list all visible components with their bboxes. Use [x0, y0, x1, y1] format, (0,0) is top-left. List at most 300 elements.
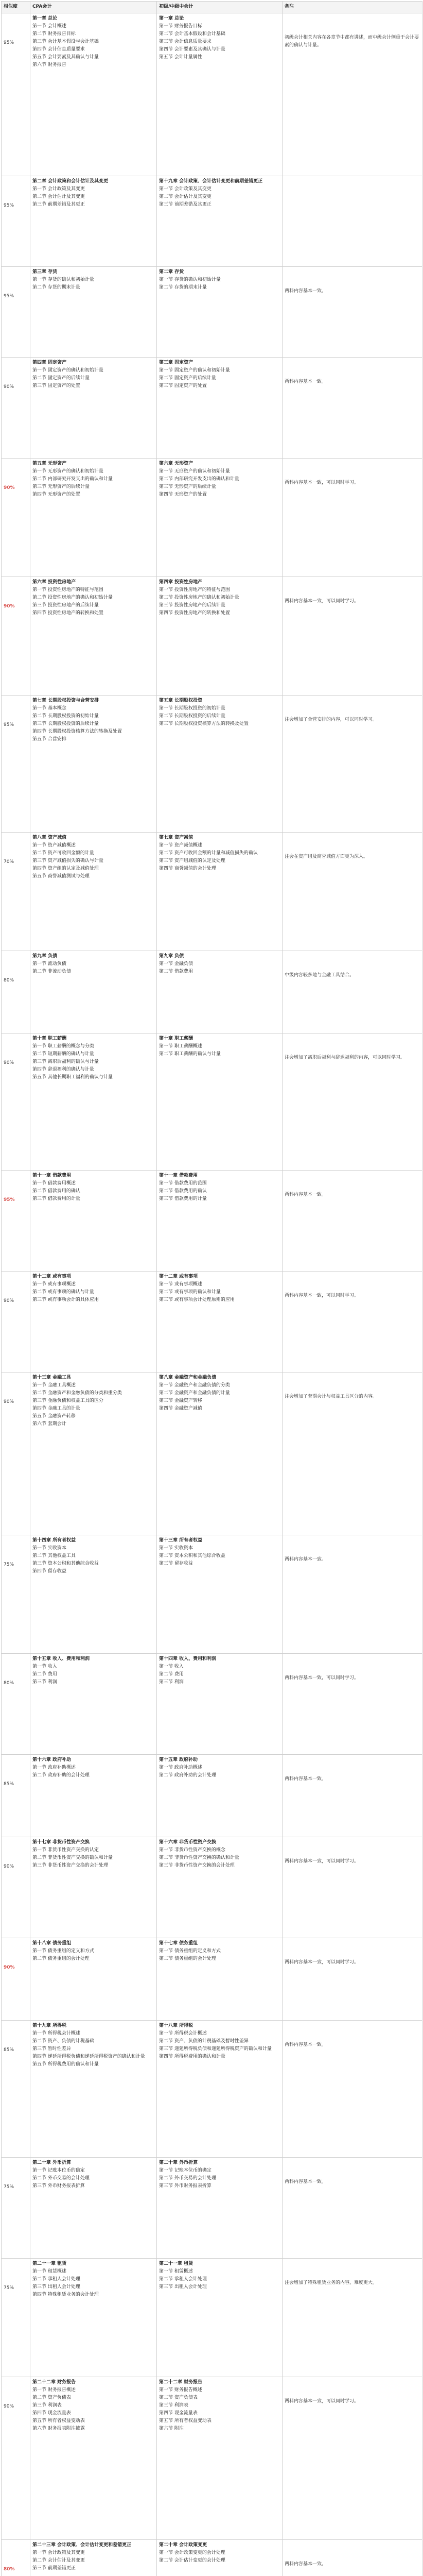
section-item: 第二节 存货的期末计量: [159, 285, 207, 290]
section-item: 第四节 递延所得税负债和递延所得税资产的确认和计量: [32, 2054, 145, 2059]
section-item: 第一节 无形资产的确认和初始计量: [32, 469, 103, 474]
chapter-title: 第七章 长期股权投资与合营安排: [32, 698, 99, 703]
chapter-title: 第六章 无形资产: [159, 461, 193, 466]
section-item: 第二节 费用: [32, 1672, 57, 1677]
section-item: 第二节 金融资产和金融负债的分类和重分类: [32, 1391, 122, 1396]
section-item: 第三节 外币财务报表折算: [159, 2183, 212, 2189]
table-row: [2, 2021, 422, 2158]
note-cell: [283, 1272, 422, 1372]
comparison-document: [1, 1, 422, 2576]
section-item: 第三节 金融资产转移: [159, 1398, 202, 1403]
chapter-title: 第十六章 政府补助: [32, 1757, 72, 1762]
note-text: 中级内容较多地与金融工具结合。: [285, 973, 355, 978]
cpa-chapter-cell: [30, 1272, 157, 1372]
similarity-cell: [2, 2377, 30, 2540]
cpa-chapter-cell: [30, 1033, 157, 1171]
section-item: 第三节 会计基本假设与会计基础: [32, 39, 99, 44]
similarity-cell: [2, 2021, 30, 2158]
note-cell: [283, 1755, 422, 1837]
section-item: 第三节 非货币性资产交换的会计处理: [159, 1863, 235, 1868]
header-cpa: CPA会计: [30, 2, 157, 13]
section-item: 第一节 会计政策及其变更: [159, 187, 212, 192]
mid-chapter-cell: [157, 358, 283, 459]
section-item: 第一节 存货的确认和初始计量: [32, 277, 94, 282]
table-header-row: [2, 2, 422, 13]
similarity-value: 75%: [4, 1562, 14, 1567]
similarity-cell: [2, 2158, 30, 2259]
section-item: 第二节 内部研究开发支出的确认和计量: [159, 477, 239, 482]
section-item: 第一节 所得税会计概述: [159, 2031, 207, 2036]
section-item: 第一节 记账本位币的确定: [159, 2168, 212, 2173]
similarity-cell: [2, 1033, 30, 1171]
table-row: [2, 833, 422, 951]
section-item: 第一节 或有事项概述: [32, 1282, 76, 1287]
note-cell: [283, 2377, 422, 2540]
section-item: 第一节 实收资本: [32, 1546, 66, 1551]
table-row: [2, 1535, 422, 1654]
section-item: 第一节 所得税会计概述: [32, 2031, 80, 2036]
mid-chapter-cell: [157, 1654, 283, 1755]
section-item: 第四节 长期股权投资核算方法的转换及处置: [32, 729, 122, 734]
similarity-value: 85%: [4, 2047, 14, 2053]
section-item: 第一节 职工薪酬概述: [159, 1044, 202, 1049]
chapter-title: 第二十二章 财务报告: [32, 2380, 76, 2385]
note-cell: [283, 2259, 422, 2377]
section-item: 第三节 资产减值损失的确认与计量: [32, 858, 103, 863]
table-row: [2, 2377, 422, 2540]
header-mid: 初级/中级中会计: [157, 2, 283, 13]
cpa-chapter-cell: [30, 1938, 157, 2021]
cpa-chapter-cell: [30, 1372, 157, 1535]
mid-chapter-cell: [157, 1372, 283, 1535]
similarity-cell: [2, 1654, 30, 1755]
section-item: 第一节 收入: [159, 1664, 184, 1669]
section-item: 第三节 前期差错及其更正: [159, 202, 212, 207]
cpa-chapter-cell: [30, 176, 157, 267]
cpa-chapter-cell: [30, 2540, 157, 2576]
section-item: 第一节 长期股权投资的初始计量: [159, 706, 225, 711]
mid-chapter-cell: [157, 2540, 283, 2576]
section-item: 第五节 商誉减值测试与处理: [32, 874, 90, 879]
section-item: 第五节 所有者权益变动表: [159, 2418, 212, 2424]
chapter-title: 第十八章 所得税: [159, 2023, 193, 2028]
section-item: 第六节 财务报表附注披露: [32, 2426, 85, 2431]
section-item: 第二节 内部研究开发支出的确认和计量: [32, 477, 113, 482]
note-text: 两科内容基本一致，可以同时学习。: [285, 1675, 359, 1681]
similarity-value: 75%: [4, 2184, 14, 2190]
similarity-cell: [2, 1755, 30, 1837]
section-item: 第五节 其他长期职工福利的确认与计量: [32, 1075, 113, 1080]
section-item: 第三节 资本公积和其他综合收益: [32, 1561, 99, 1566]
section-item: 第一节 政府补助概述: [159, 1765, 202, 1770]
section-item: 第一节 或有事项概述: [159, 1282, 202, 1287]
table-row: [2, 696, 422, 833]
cpa-chapter-cell: [30, 2158, 157, 2259]
section-item: 第二节 外币交易的会计处理: [32, 2176, 90, 2181]
note-cell: [283, 1938, 422, 2021]
section-item: 第一节 无形资产的确认和初始计量: [159, 469, 230, 474]
note-cell: [283, 1654, 422, 1755]
section-item: 第二节 资产负债表: [32, 2395, 71, 2400]
note-text: 两科内容基本一致。: [285, 1776, 327, 1782]
table-row: [2, 2158, 422, 2259]
cpa-chapter-cell: [30, 13, 157, 176]
section-item: 第三节 或有事项会计处理原则的应用: [159, 1297, 235, 1302]
table-row: [2, 2259, 422, 2377]
section-item: 第三节 非货币性资产交换的会计处理: [32, 1863, 108, 1868]
chapter-title: 第五章 长期股权投资: [159, 698, 203, 703]
similarity-value: 95%: [4, 294, 14, 299]
cpa-chapter-cell: [30, 1654, 157, 1755]
section-item: 第二节 费用: [159, 1672, 184, 1677]
section-item: 第三节 无形资产的后续计量: [159, 484, 216, 489]
similarity-value: 90%: [4, 1864, 14, 1869]
section-item: 第四节 无形资产的处置: [159, 492, 207, 497]
chapter-title: 第七章 资产减值: [159, 835, 193, 840]
section-item: 第二节 资产、负债的计税基础: [32, 2039, 94, 2044]
cpa-chapter-cell: [30, 1171, 157, 1272]
note-text: 两科内容基本一致，可以同时学习。: [285, 1960, 359, 1965]
section-item: 第二节 外币交易的会计处理: [159, 2176, 216, 2181]
section-item: 第三节 借款费用的计量: [159, 1196, 207, 1201]
note-text: 两科内容基本一致。: [285, 1557, 327, 1562]
cpa-chapter-cell: [30, 833, 157, 951]
section-item: 第三节 固定资产的处置: [159, 383, 207, 388]
section-item: 第三节 长期股权投资核算方法的转换及处置: [159, 721, 249, 726]
cpa-chapter-cell: [30, 1755, 157, 1837]
section-item: 第一节 职工薪酬的概念与分类: [32, 1044, 94, 1049]
section-item: 第一节 金融工具概述: [32, 1383, 76, 1388]
section-item: 第四节 金融资产减值: [159, 1406, 202, 1411]
mid-chapter-cell: [157, 459, 283, 577]
section-item: 第三节 借款费用的计量: [32, 1196, 80, 1201]
section-item: 第二节 金融资产和金融负债的计量: [159, 1391, 230, 1396]
chapter-title: 第二十章 会计政策变更: [159, 2543, 207, 2548]
section-item: 第一节 记账本位币的确定: [32, 2168, 85, 2173]
mid-chapter-cell: [157, 176, 283, 267]
chapter-title: 第十二章 或有事项: [32, 1274, 72, 1279]
note-text: 注会增加了特殊租赁业务的内容，难度更大。: [285, 2280, 378, 2285]
chapter-title: 第十章 职工薪酬: [32, 1036, 67, 1041]
section-item: 第二节 资产负债表: [159, 2395, 198, 2400]
cpa-chapter-cell: [30, 1535, 157, 1654]
similarity-cell: [2, 2259, 30, 2377]
section-item: 第二节 职工薪酬的确认与计量: [159, 1052, 221, 1057]
section-item: 第一节 政府补助概述: [32, 1765, 76, 1770]
similarity-cell: [2, 1171, 30, 1272]
chapter-title: 第十章 职工薪酬: [159, 1036, 193, 1041]
note-text: 两科内容基本一致，可以同时学习。: [285, 1859, 359, 1864]
section-item: 第二节 借款费用的确认: [32, 1189, 80, 1194]
chapter-title: 第十一章 借款费用: [159, 1173, 198, 1178]
note-text: 两科内容基本一致。: [285, 2042, 327, 2047]
section-item: 第二节 长期股权投资的后续计量: [159, 714, 225, 719]
section-item: 第一节 资产减值概述: [32, 843, 76, 848]
table-row: [2, 1372, 422, 1535]
note-cell: [283, 1535, 422, 1654]
similarity-cell: [2, 951, 30, 1033]
mid-chapter-cell: [157, 951, 283, 1033]
section-item: 第三节 留存收益: [159, 1561, 193, 1566]
similarity-cell: [2, 1837, 30, 1938]
table-row: [2, 459, 422, 577]
note-cell: [283, 696, 422, 833]
header-note: 备注: [283, 2, 422, 13]
similarity-value: 90%: [4, 604, 15, 609]
section-item: 第一节 会计概述: [32, 24, 66, 29]
section-item: 第三节 资产组减值的认定及处理: [159, 858, 225, 863]
mid-chapter-cell: [157, 2259, 283, 2377]
section-item: 第一节 固定资产的确认和初始计量: [32, 368, 103, 373]
similarity-cell: [2, 696, 30, 833]
section-item: 第三节 投资性房地产的后续计量: [32, 603, 99, 608]
chapter-title: 第二十一章 租赁: [32, 2261, 67, 2266]
section-item: 第二节 短期薪酬的确认与计量: [32, 1052, 94, 1057]
table-row: [2, 577, 422, 696]
chapter-title: 第三章 存货: [32, 269, 58, 275]
section-item: 第四节 留存收益: [32, 1569, 66, 1574]
mid-chapter-cell: [157, 1755, 283, 1837]
note-text: 注会增加了合营安排的内容，可以同时学习。: [285, 717, 378, 722]
section-item: 第三节 离职后福利的确认与计量: [32, 1059, 99, 1064]
section-item: 第二节 或有事项的确认与计量: [32, 1290, 94, 1295]
chapter-title: 第二十章 外币折算: [159, 2160, 198, 2165]
section-item: 第二节 非流动负债: [32, 969, 71, 974]
mid-chapter-cell: [157, 2021, 283, 2158]
chapter-title: 第二十一章 租赁: [159, 2261, 193, 2266]
chapter-title: 第十九章 会计政策、会计估计变更和前期差错更正: [159, 179, 263, 184]
section-item: 第二节 投资性房地产的确认和初始计量: [32, 595, 113, 600]
chapter-title: 第十四章 收入、费用和利润: [159, 1656, 217, 1662]
similarity-cell: [2, 267, 30, 358]
section-item: 第一节 固定资产的确认和初始计量: [159, 368, 230, 373]
table-row: [2, 2540, 422, 2576]
similarity-cell: [2, 13, 30, 176]
mid-chapter-cell: [157, 1171, 283, 1272]
section-item: 第二节 会计估计及其变更: [32, 194, 85, 199]
section-item: 第一节 非货币性资产交换的概念: [159, 1848, 225, 1853]
section-item: 第二节 资本公积和其他综合收益: [159, 1553, 225, 1558]
section-item: 第三节 前期差错及其更正: [32, 202, 85, 207]
section-item: 第三节 利润: [32, 1680, 57, 1685]
similarity-cell: [2, 1372, 30, 1535]
chapter-title: 第十五章 收入、费用和利润: [32, 1656, 90, 1662]
section-item: 第三节 无形资产的后续计量: [32, 484, 90, 489]
section-item: 第三节 外币财务报表折算: [32, 2183, 85, 2189]
note-cell: [283, 1837, 422, 1938]
table-row: [2, 1654, 422, 1755]
section-item: 第三节 金融负债和权益工具的区分: [32, 1398, 103, 1403]
section-item: 第四节 金融工具的计量: [32, 1406, 80, 1411]
section-item: 第三节 前期差错更正: [32, 2566, 76, 2571]
mid-chapter-cell: [157, 833, 283, 951]
section-item: 第一节 非货币性资产交换的认定: [32, 1848, 99, 1853]
section-item: 第二节 财务报告目标: [32, 31, 76, 37]
chapter-title: 第八章 资产减值: [32, 835, 67, 840]
section-item: 第一节 会计政策变更的会计处理: [159, 2550, 225, 2555]
note-cell: [283, 833, 422, 951]
note-text: 两科内容基本一致。: [285, 2179, 327, 2184]
section-item: 第三节 利润表: [159, 2403, 188, 2408]
similarity-cell: [2, 1272, 30, 1372]
chapter-title: 第十一章 借款费用: [32, 1173, 72, 1178]
section-item: 第四节 投资性房地产的转换和处置: [159, 611, 230, 616]
note-text: 两科内容基本一致，可以同时学习。: [285, 1293, 359, 1298]
note-cell: [283, 951, 422, 1033]
cpa-chapter-cell: [30, 2259, 157, 2377]
similarity-cell: [2, 577, 30, 696]
section-item: 第一节 基本概念: [32, 706, 66, 711]
cpa-chapter-cell: [30, 951, 157, 1033]
cpa-chapter-cell: [30, 696, 157, 833]
table-row: [2, 13, 422, 176]
chapter-title: 第九章 负债: [159, 954, 184, 959]
note-text: 两科内容基本一致，可以同时学习。: [285, 599, 359, 604]
similarity-cell: [2, 2540, 30, 2576]
note-cell: [283, 176, 422, 267]
section-item: 第四节 所得税费用的确认和计量: [159, 2054, 225, 2059]
mid-chapter-cell: [157, 577, 283, 696]
similarity-value: 90%: [4, 2404, 14, 2409]
table-row: [2, 1755, 422, 1837]
chapter-title: 第十四章 所有者权益: [32, 1538, 76, 1543]
note-text: 注会在资产组及商誉减值方面更为深入。: [285, 854, 368, 859]
cpa-chapter-cell: [30, 2021, 157, 2158]
chapter-title: 第十三章 所有者权益: [159, 1538, 203, 1543]
section-item: 第一节 借款费用的范围: [159, 1181, 207, 1186]
similarity-cell: [2, 1535, 30, 1654]
chapter-title: 第六章 投资性房地产: [32, 580, 76, 585]
section-item: 第三节 固定资产的处置: [32, 383, 80, 388]
similarity-value: 80%: [4, 1681, 14, 1686]
mid-chapter-cell: [157, 2377, 283, 2540]
section-item: 第六节 附注: [159, 2426, 184, 2431]
section-item: 第四节 辞退福利的确认与计量: [32, 1067, 94, 1072]
section-item: 第四节 会计信息质量要求: [32, 47, 85, 52]
section-item: 第二节 非货币性资产交换的确认和计量: [159, 1855, 239, 1860]
note-text: 注会增加了套期会计与权益工具区分的内容。: [285, 1394, 378, 1399]
section-item: 第一节 金融负债: [159, 961, 193, 967]
similarity-value: 90%: [4, 1399, 14, 1404]
section-item: 第二节 政府补助的会计处理: [159, 1773, 216, 1778]
cpa-chapter-cell: [30, 577, 157, 696]
section-item: 第二节 非货币性资产交换的确认和计量: [32, 1855, 113, 1860]
chapter-title: 第一章 总论: [32, 16, 58, 21]
section-item: 第一节 财务报告目标: [159, 24, 202, 29]
section-item: 第一节 实收资本: [159, 1546, 193, 1551]
section-item: 第二节 承租人会计处理: [159, 2277, 207, 2282]
similarity-value: 95%: [4, 203, 14, 208]
similarity-value: 95%: [4, 40, 14, 45]
similarity-value: 85%: [4, 1782, 14, 1787]
section-item: 第二节 债务重组的会计处理: [32, 1956, 90, 1961]
chapter-title: 第二章 存货: [159, 269, 184, 275]
mid-chapter-cell: [157, 13, 283, 176]
section-item: 第三节 或有事项会计的具体应用: [32, 1297, 99, 1302]
section-item: 第二节 债务重组的会计处理: [159, 1956, 216, 1961]
section-item: 第三节 暂时性差异: [32, 2046, 71, 2052]
note-text: 注会增加了离职后福利与辞退福利的内容，可以同时学习。: [285, 1055, 406, 1060]
similarity-value: 95%: [4, 722, 14, 727]
note-text: 两科内容基本一致，可以同时学习。: [285, 480, 359, 485]
similarity-value: 75%: [4, 2285, 14, 2291]
header-rate: 相似度: [2, 2, 30, 13]
table-row: [2, 176, 422, 267]
chapter-title: 第五章 无形资产: [32, 461, 67, 466]
mid-chapter-cell: [157, 1033, 283, 1171]
section-item: 第四节 商誉减值的会计处理: [159, 866, 216, 871]
similarity-cell: [2, 459, 30, 577]
chapter-title: 第十七章 债务重组: [159, 1941, 198, 1946]
section-item: 第三节 利润: [159, 1680, 184, 1685]
section-item: 第五节 金融资产转移: [32, 1414, 76, 1419]
section-item: 第二节 投资性房地产的确认和初始计量: [159, 595, 239, 600]
section-item: 第一节 债务重组的定义和方式: [159, 1948, 221, 1954]
section-item: 第二节 会计估计及其变更: [32, 2558, 85, 2563]
section-item: 第一节 会计政策及其变更: [32, 2550, 85, 2555]
chapter-comparison-table: [1, 1, 422, 2576]
section-item: 第一节 资产减值概述: [159, 843, 202, 848]
section-item: 第二节 借款费用的确认: [159, 1189, 207, 1194]
section-item: 第二节 承租人会计处理: [32, 2277, 80, 2282]
section-item: 第四节 会计要素及其确认与计量: [159, 47, 225, 52]
chapter-title: 第十八章 债务重组: [32, 1941, 72, 1946]
table-row: [2, 1171, 422, 1272]
section-item: 第一节 投资性房地产的特征与范围: [32, 587, 103, 592]
note-cell: [283, 577, 422, 696]
note-cell: [283, 1372, 422, 1535]
chapter-title: 第四章 投资性房地产: [159, 580, 203, 585]
chapter-title: 第一章 总论: [159, 16, 184, 21]
chapter-title: 第十七章 非货币性资产交换: [32, 1840, 90, 1845]
section-item: 第二节 其他权益工具: [32, 1553, 76, 1558]
section-item: 第四节 现金流量表: [32, 2411, 71, 2416]
section-item: 第一节 债务重组的定义和方式: [32, 1948, 94, 1954]
note-text: 两科内容基本一致。: [285, 379, 327, 384]
note-text: 两科内容基本一致。: [285, 289, 327, 294]
table-row: [2, 1837, 422, 1938]
similarity-cell: [2, 176, 30, 267]
section-item: 第一节 财务报告概述: [32, 2387, 76, 2393]
section-item: 第二节 固定资产的后续计量: [32, 376, 90, 381]
mid-chapter-cell: [157, 1272, 283, 1372]
mid-chapter-cell: [157, 1837, 283, 1938]
section-item: 第一节 流动负债: [32, 961, 66, 967]
similarity-value: 90%: [4, 384, 14, 389]
similarity-cell: [2, 358, 30, 459]
similarity-cell: [2, 833, 30, 951]
table-row: [2, 1938, 422, 2021]
cpa-chapter-cell: [30, 1837, 157, 1938]
section-item: 第六节 财务报告: [32, 62, 66, 67]
section-item: 第一节 收入: [32, 1664, 57, 1669]
section-item: 第一节 财务报告概述: [159, 2387, 202, 2393]
section-item: 第二节 政府补助的会计处理: [32, 1773, 90, 1778]
section-item: 第五节 合营安排: [32, 737, 66, 742]
note-cell: [283, 459, 422, 577]
table-row: [2, 267, 422, 358]
section-item: 第二节 会计估计变更的会计处理: [159, 2558, 225, 2563]
section-item: 第一节 租赁概述: [159, 2269, 193, 2274]
similarity-value: 90%: [4, 1965, 15, 1970]
similarity-value: 80%: [4, 2567, 15, 2572]
chapter-title: 第九章 负债: [32, 954, 58, 959]
section-item: 第一节 租赁概述: [32, 2269, 66, 2274]
note-cell: [283, 1033, 422, 1171]
section-item: 第二节 借款费用: [159, 969, 193, 974]
section-item: 第二节 固定资产的后续计量: [159, 376, 216, 381]
cpa-chapter-cell: [30, 358, 157, 459]
